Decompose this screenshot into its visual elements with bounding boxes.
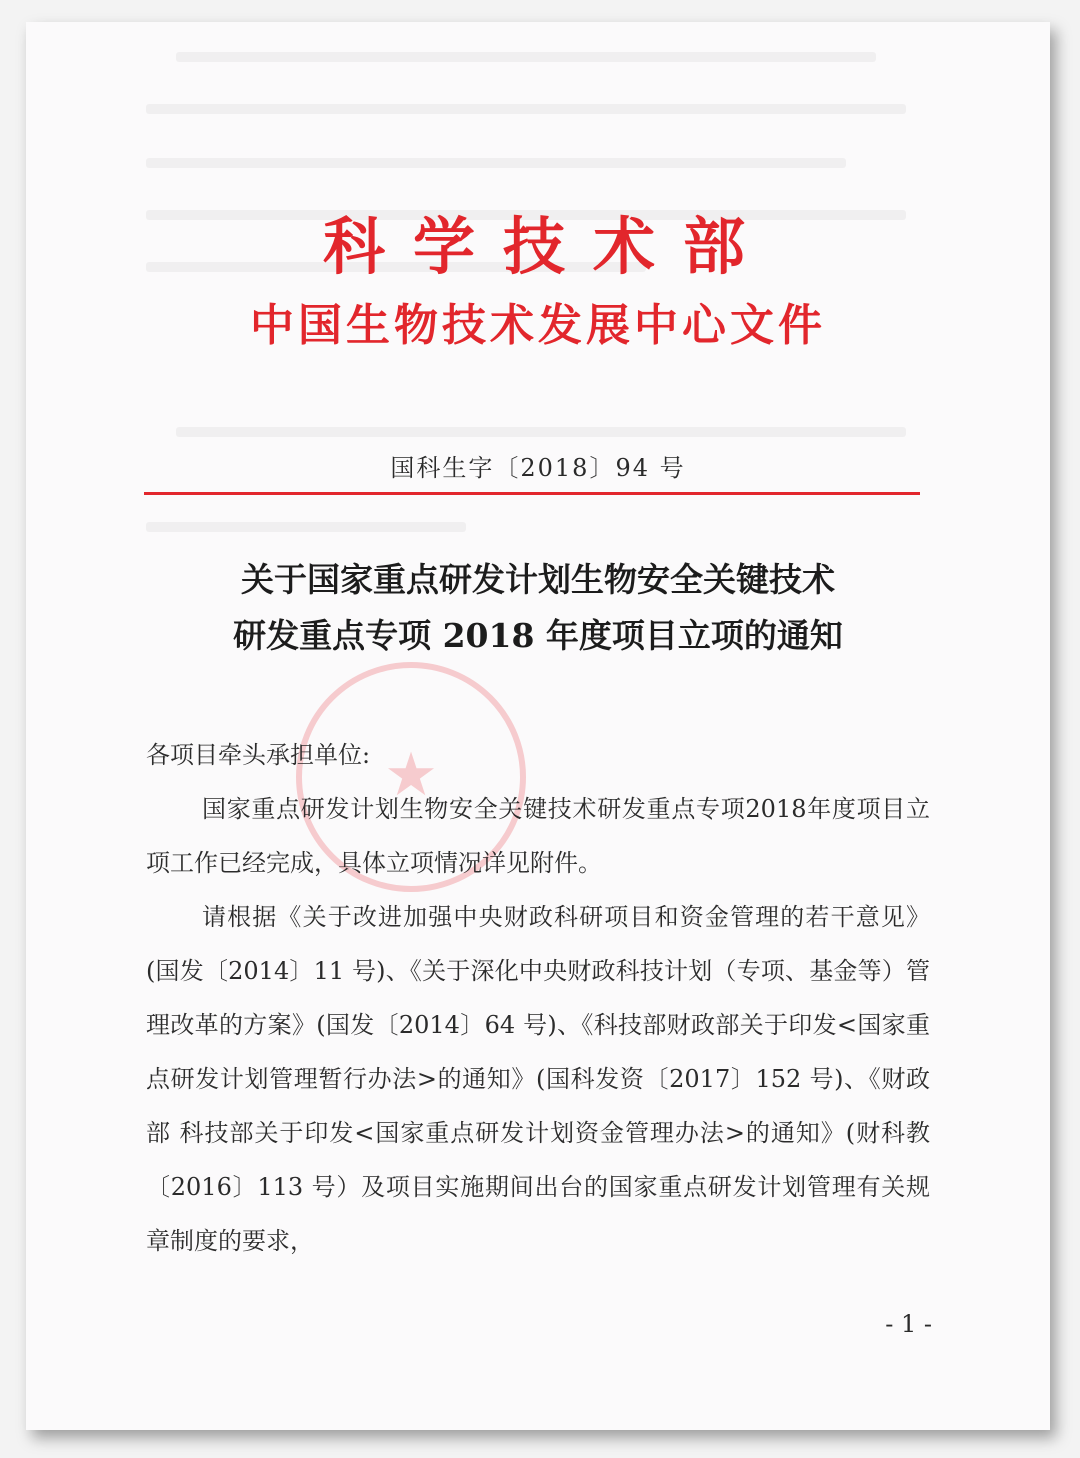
document-title bbox=[26, 552, 1050, 664]
bleed-through-line bbox=[176, 427, 906, 437]
red-divider-line bbox=[144, 492, 920, 495]
bleed-through-line bbox=[146, 522, 466, 532]
bleed-through-line bbox=[146, 158, 846, 168]
page-number: - 1 - bbox=[885, 1310, 932, 1338]
bleed-through-line bbox=[176, 52, 876, 62]
bleed-through-line bbox=[146, 104, 906, 114]
document-center-header: 中国生物技术发展中心文件 bbox=[250, 300, 826, 351]
body-paragraph-1: 国家重点研发计划生物安全关键技术研发重点专项2018年度项目立项工作已经完成，具体立项情况详见附件。 bbox=[146, 795, 930, 877]
seal-star-icon: ★ bbox=[384, 740, 438, 810]
document-number: 国科生字〔2018〕94 号 bbox=[390, 454, 686, 482]
body-paragraph-2: 请根据《关于改进加强中央财政科研项目和资金管理的若干意见》(国发〔2014〕11 号)、《关于深化中央财政科技计划（专项、基金等）管理改革的方案》(国发〔2014〕64 号)、《科技部财政部关于印发<国家重点研发计划管理暂行办法>的通知》(国科发资〔2017〕152 号)、《财政部 科技部关于印发<国家重点研发计划资金管理办法>的通知》(财科教〔2016〕113 号）及项目实施期间出台的国家重点研发计划管理有关规章制度的要求， bbox=[146, 903, 930, 1255]
title-line-2: 研发重点专项 2018 年度项目立项的通知 bbox=[233, 616, 843, 655]
issuing-authority-header: 科学技术部 bbox=[322, 210, 773, 283]
document-page bbox=[26, 22, 1050, 1430]
title-line-1: 关于国家重点研发计划生物安全关键技术 bbox=[241, 560, 835, 599]
salutation: 各项目牵头承担单位: bbox=[146, 741, 371, 769]
document-body bbox=[146, 728, 930, 1268]
